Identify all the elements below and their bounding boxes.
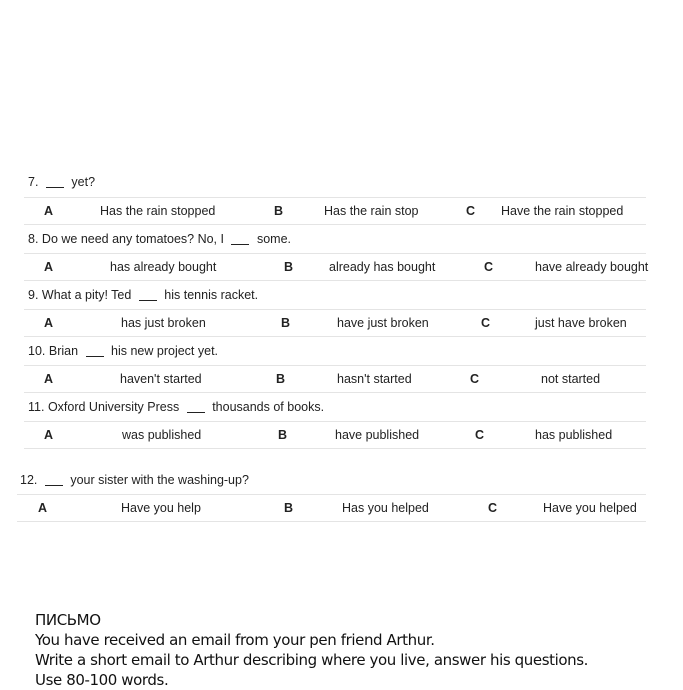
options-row-10 <box>24 365 646 393</box>
answer-blank <box>46 177 64 188</box>
option-text: hasn't started <box>337 372 412 386</box>
option-letter: A <box>44 204 54 218</box>
question-11 <box>28 400 324 414</box>
letter-line-2: Write a short email to Arthur describing where you live, answer his questions. <box>35 651 589 669</box>
question-10 <box>28 344 218 358</box>
question-text-after: his new project yet. <box>111 344 219 358</box>
option-text: haven't started <box>120 372 202 386</box>
option-letter: C <box>475 428 485 442</box>
option-letter: A <box>44 372 54 386</box>
option-text: Have the rain stopped <box>501 204 624 218</box>
question-text-before: Do we need any tomatoes? No, I <box>41 232 224 246</box>
options-row-9 <box>24 309 646 337</box>
letter-heading: ПИСЬМО <box>35 611 101 629</box>
option-letter: B <box>281 316 291 330</box>
option-text: has just broken <box>121 316 206 330</box>
answer-blank <box>139 290 157 301</box>
option-letter: B <box>278 428 288 442</box>
option-letter: C <box>488 501 498 515</box>
option-text: have just broken <box>337 316 429 330</box>
option-text: have published <box>335 428 420 442</box>
answer-blank <box>86 346 104 357</box>
question-text-before: What a pity! Ted <box>41 288 132 302</box>
question-text-after: his tennis racket. <box>164 288 259 302</box>
option-letter: A <box>38 501 48 515</box>
option-text: has already bought <box>110 260 217 274</box>
option-text: Have you help <box>121 501 201 515</box>
options-row-7 <box>24 197 646 225</box>
options-row-11 <box>24 421 646 449</box>
option-letter: B <box>274 204 284 218</box>
question-number: 11. <box>28 400 45 414</box>
letter-line-1: You have received an email from your pen friend Arthur. <box>35 631 435 649</box>
question-8 <box>28 232 291 246</box>
option-text: has published <box>535 428 613 442</box>
question-text-after: thousands of books. <box>212 400 325 414</box>
answer-blank <box>231 234 249 245</box>
question-number: 8. <box>28 232 39 246</box>
option-letter: B <box>284 260 294 274</box>
option-text: just have broken <box>535 316 627 330</box>
option-letter: B <box>284 501 294 515</box>
option-letter: A <box>44 428 54 442</box>
answer-blank <box>187 402 205 413</box>
question-12 <box>20 473 249 487</box>
options-row-8 <box>24 253 649 281</box>
question-number: 12. <box>20 473 38 487</box>
question-9 <box>28 288 258 302</box>
question-text-before: Brian <box>48 344 79 358</box>
option-letter: C <box>481 316 491 330</box>
option-text: Has the rain stop <box>324 204 419 218</box>
option-letter: B <box>276 372 286 386</box>
option-text: Has you helped <box>342 501 429 515</box>
question-number: 10. <box>28 344 46 358</box>
question-7 <box>28 175 95 189</box>
question-text: your sister with the washing-up? <box>70 473 249 487</box>
option-letter: C <box>484 260 494 274</box>
option-text: not started <box>541 372 601 386</box>
option-text: already has bought <box>329 260 436 274</box>
option-letter: A <box>44 316 54 330</box>
option-letter: C <box>466 204 476 218</box>
options-row-12 <box>17 494 646 522</box>
option-text: Have you helped <box>543 501 637 515</box>
option-text: was published <box>122 428 202 442</box>
option-text: Has the rain stopped <box>100 204 216 218</box>
option-letter: C <box>470 372 480 386</box>
answer-blank <box>45 475 63 486</box>
question-text-after: some. <box>256 232 291 246</box>
letter-task <box>35 610 588 690</box>
question-number: 9. <box>28 288 39 302</box>
question-text-before: Oxford University Press <box>47 400 180 414</box>
option-letter: A <box>44 260 54 274</box>
letter-line-3: Use 80-100 words. <box>35 671 169 689</box>
question-number: 7. <box>28 175 39 189</box>
question-text: yet? <box>71 175 96 189</box>
option-text: have already bought <box>535 260 649 274</box>
